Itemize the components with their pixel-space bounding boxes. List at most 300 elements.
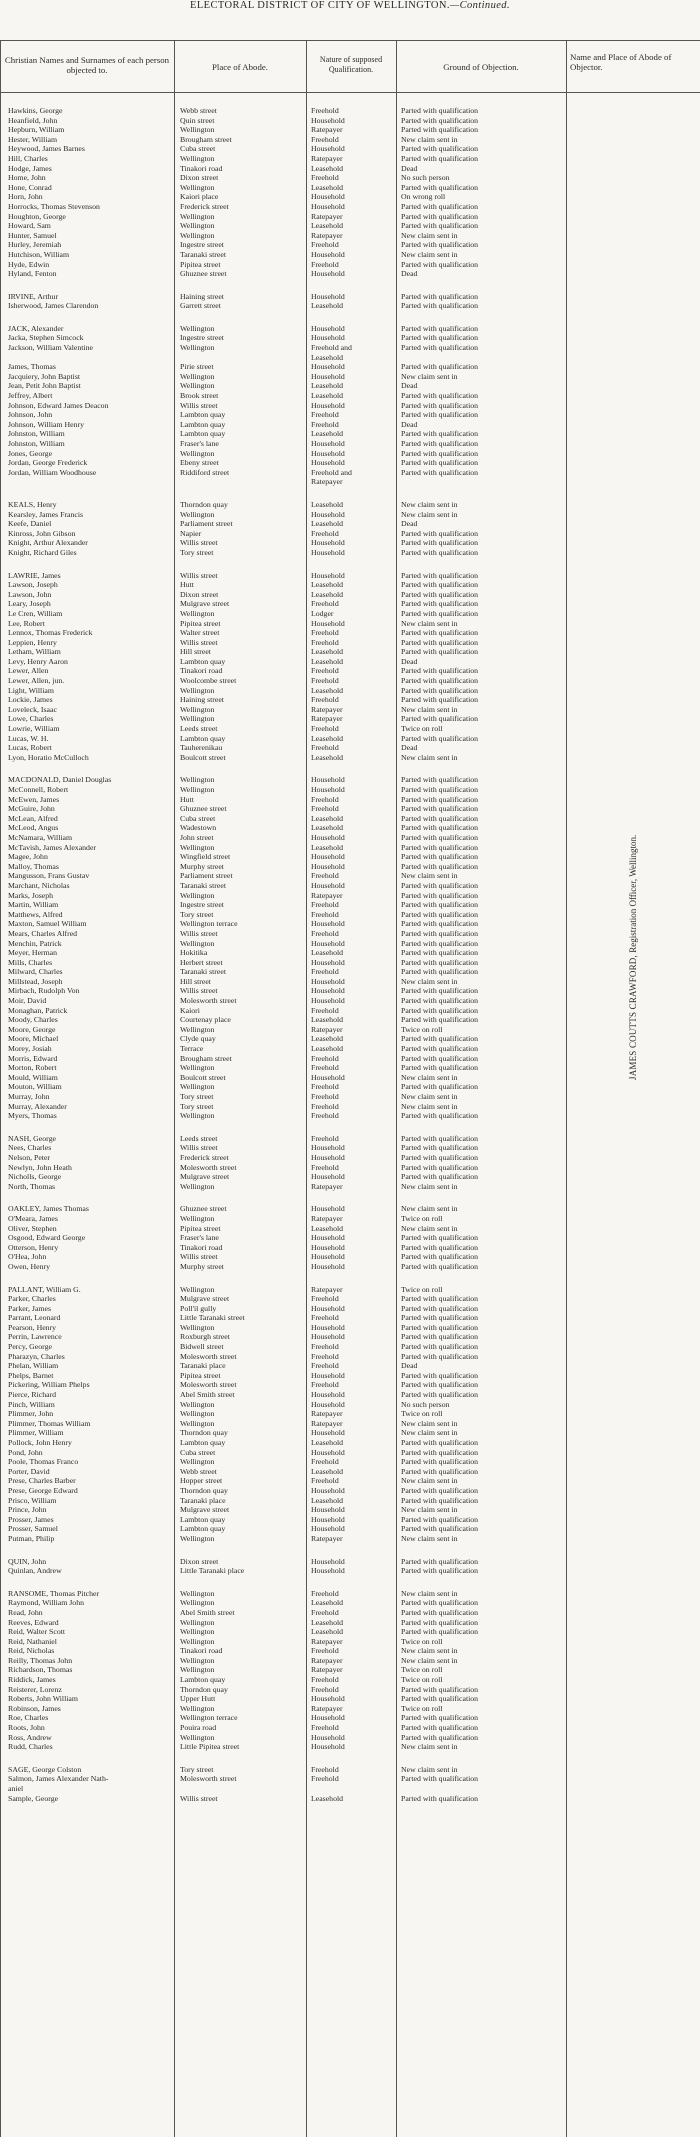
qualification: Household xyxy=(311,1556,345,1566)
ground-of-objection: Twice on roll xyxy=(401,1675,443,1685)
table-row xyxy=(0,910,700,920)
ground-of-objection: No such person xyxy=(401,1399,450,1409)
table-row xyxy=(0,891,700,901)
objected-person-name: O'Meara, James xyxy=(8,1213,58,1223)
objected-person-name: Mangusson, Frans Gustav xyxy=(8,871,90,881)
qualification: Household xyxy=(311,1072,345,1082)
objected-person-name: Prosser, Samuel xyxy=(8,1524,58,1534)
ground-of-objection: Parted with qualification xyxy=(401,589,479,599)
objected-person-name: Roe, Charles xyxy=(8,1713,49,1723)
place-of-abode: Fraser's lane xyxy=(180,1233,219,1243)
ground-of-objection: New claim sent in xyxy=(401,1655,458,1665)
objected-person-name: Parker, James xyxy=(8,1303,51,1313)
qualification: Household xyxy=(311,1204,345,1214)
qualification: Freehold xyxy=(311,1342,339,1352)
objected-person-name: Light, William xyxy=(8,685,54,695)
table-row xyxy=(0,609,700,619)
qualification: Leasehold xyxy=(311,752,344,762)
table-row xyxy=(0,1214,700,1224)
qualification: Household xyxy=(311,880,345,890)
qualification: Household xyxy=(311,1152,345,1162)
qualification: Household xyxy=(311,861,345,871)
objected-person-name: Lucas, W. H. xyxy=(8,733,49,743)
place-of-abode: Wellington xyxy=(180,842,215,852)
objected-person-name: Pond, John xyxy=(8,1447,43,1457)
qualification: Ratepayer xyxy=(311,230,343,240)
objected-person-name: North, Thomas xyxy=(8,1181,56,1191)
table-row xyxy=(0,1646,700,1656)
table-top-rule xyxy=(0,40,700,41)
qualification: Household xyxy=(311,1447,345,1457)
qualification: Household xyxy=(311,291,345,301)
qualification: Leasehold xyxy=(311,813,344,823)
ground-of-objection: Parted with qualification xyxy=(401,880,479,890)
table-row xyxy=(0,843,700,853)
table-row xyxy=(0,804,700,814)
place-of-abode: Willis street xyxy=(180,400,218,410)
place-of-abode: Wellington terrace xyxy=(180,1713,238,1723)
qualification: Freehold xyxy=(311,259,339,269)
table-row xyxy=(0,1496,700,1506)
qualification: Leasehold xyxy=(311,842,344,852)
qualification: Freehold xyxy=(311,1111,339,1121)
table-row xyxy=(0,1342,700,1352)
table-row xyxy=(0,324,700,334)
qualification: Leasehold xyxy=(311,1223,344,1233)
place-of-abode: Parliament street xyxy=(180,519,233,529)
ground-of-objection: Parted with qualification xyxy=(401,1015,479,1025)
qualification: Household xyxy=(311,1742,345,1752)
qualification: Leasehold xyxy=(311,1793,344,1803)
table-row xyxy=(0,420,700,430)
place-of-abode: Wellington xyxy=(180,1063,215,1073)
ground-of-objection: Parted with qualification xyxy=(401,1370,479,1380)
table-row xyxy=(0,590,700,600)
objected-person-name: Lawson, Joseph xyxy=(8,580,58,590)
qualification: Freehold xyxy=(311,695,339,705)
ground-of-objection: Parted with qualification xyxy=(401,439,479,448)
ground-of-objection: Twice on roll xyxy=(401,1284,443,1294)
place-of-abode: Wellington xyxy=(180,1082,215,1092)
place-of-abode: Kaiori place xyxy=(180,192,219,202)
place-of-abode: Mulgrave street xyxy=(180,1172,230,1182)
objected-person-name: Hurley, Jeremiah xyxy=(8,240,62,250)
place-of-abode: Walter street xyxy=(180,628,220,638)
registration-officer-signature xyxy=(626,760,640,1080)
ground-of-objection: Parted with qualification xyxy=(401,1082,479,1092)
ground-of-objection: New claim sent in xyxy=(401,976,458,986)
place-of-abode: Leeds street xyxy=(180,724,218,734)
ground-of-objection: Parted with qualification xyxy=(401,1556,479,1566)
ground-of-objection: Parted with qualification xyxy=(401,695,479,705)
table-row xyxy=(0,647,700,657)
qualification: Household xyxy=(311,1390,345,1400)
table-row xyxy=(0,1352,700,1362)
table-row xyxy=(0,1534,700,1544)
table-row xyxy=(0,135,700,145)
qualification: Household xyxy=(311,1566,345,1576)
ground-of-objection: Parted with qualification xyxy=(401,144,479,154)
ground-of-objection: Dead xyxy=(401,743,418,753)
table-row xyxy=(0,1665,700,1675)
objected-person-name: Moore, George xyxy=(8,1024,56,1034)
place-of-abode: Frederick street xyxy=(180,1152,229,1162)
qualification: Freehold xyxy=(311,724,339,734)
place-of-abode: Wellington xyxy=(180,1598,215,1608)
objected-person-name: Johnston, William xyxy=(8,429,65,439)
place-of-abode: Wellington xyxy=(180,1655,215,1665)
table-row xyxy=(0,500,700,510)
ground-of-objection: Parted with qualification xyxy=(401,1351,479,1361)
objected-person-name: Mills, Charles xyxy=(8,957,53,967)
objected-person-name: Knight, Arthur Alexander xyxy=(8,538,88,548)
ground-of-objection: Parted with qualification xyxy=(401,1684,479,1694)
qualification: Ratepayer xyxy=(311,1703,343,1713)
objected-person-name: Lewer, Allen xyxy=(8,666,49,676)
qualification: Freehold xyxy=(311,410,339,420)
table-row xyxy=(0,948,700,958)
ground-of-objection: New claim sent in xyxy=(401,509,458,519)
place-of-abode: Willis street xyxy=(180,570,218,580)
place-of-abode: Willis street xyxy=(180,928,218,938)
qualification: Household xyxy=(311,1505,345,1515)
qualification: Leasehold xyxy=(311,1034,344,1044)
qualification: Household xyxy=(311,192,345,202)
ground-of-objection: Parted with qualification xyxy=(401,1447,479,1457)
qualification: Freehold and xyxy=(311,343,352,353)
place-of-abode: Terrace xyxy=(180,1044,204,1054)
place-of-abode: Pirie street xyxy=(180,362,214,372)
objected-person-name: Percy, George xyxy=(8,1342,52,1352)
ground-of-objection: Parted with qualification xyxy=(401,580,479,590)
ground-of-objection: New claim sent in xyxy=(401,1204,458,1214)
table-row xyxy=(0,343,700,353)
ground-of-objection: Parted with qualification xyxy=(401,211,479,221)
header-ground: Ground of Objection. xyxy=(443,62,519,72)
qualification: Leasehold xyxy=(311,182,344,192)
place-of-abode: Wellington xyxy=(180,448,215,458)
objected-person-name: Prese, Charles Barber xyxy=(8,1476,76,1486)
place-of-abode: Wellington xyxy=(180,211,215,221)
objected-person-name: Horrocks, Thomas Stevenson xyxy=(8,201,100,211)
place-of-abode: Thorndon quay xyxy=(180,499,228,509)
qualification: Household xyxy=(311,115,345,125)
qualification: Ratepayer xyxy=(311,153,343,163)
place-of-abode: Wellington xyxy=(180,182,215,192)
objected-person-name: Lucas, Robert xyxy=(8,743,52,753)
objected-person-name: Phelps, Barnet xyxy=(8,1370,54,1380)
qualification: Freehold xyxy=(311,804,339,814)
place-of-abode: Willis street xyxy=(180,1793,218,1803)
qualification: Leasehold xyxy=(311,1598,344,1608)
qualification: Freehold xyxy=(311,1764,339,1774)
ground-of-objection: Parted with qualification xyxy=(401,733,479,743)
ground-of-objection: Parted with qualification xyxy=(401,1457,479,1467)
place-of-abode: Thorndon quay xyxy=(180,1485,228,1495)
place-of-abode: Molesworth street xyxy=(180,1351,237,1361)
qualification: Freehold xyxy=(311,1005,339,1015)
place-of-abode: Lambton quay xyxy=(180,1514,226,1524)
table-row xyxy=(0,571,700,581)
objected-person-name: Jeffrey, Albert xyxy=(8,391,53,401)
place-of-abode: Tory street xyxy=(180,1764,214,1774)
objected-person-name: McConnell, Robert xyxy=(8,785,69,794)
place-of-abode: Tinakori road xyxy=(180,666,223,676)
objected-person-name: McEwen, James xyxy=(8,794,60,804)
table-row xyxy=(0,753,700,763)
table-row xyxy=(0,1252,700,1262)
place-of-abode: Wellington xyxy=(180,1399,215,1409)
table-row xyxy=(0,1627,700,1637)
qualification: Household xyxy=(311,1242,345,1252)
qualification: Freehold xyxy=(311,173,339,183)
objected-person-name: LAWRIE, James xyxy=(8,570,61,580)
ground-of-objection: Parted with qualification xyxy=(401,608,479,618)
qualification: Freehold xyxy=(311,1457,339,1467)
table-row xyxy=(0,353,700,363)
table-row xyxy=(0,1294,700,1304)
place-of-abode: Hokitika xyxy=(180,948,208,958)
qualification: Freehold xyxy=(311,106,339,115)
table-row xyxy=(0,1774,700,1784)
ground-of-objection: Parted with qualification xyxy=(401,400,479,410)
objected-person-name: McLeod, Angus xyxy=(8,823,59,833)
place-of-abode: Clyde quay xyxy=(180,1034,216,1044)
place-of-abode: Napier xyxy=(180,528,202,538)
objected-person-name: Marks, Joseph xyxy=(8,890,54,900)
table-row xyxy=(0,1400,700,1410)
qualification: Household xyxy=(311,996,345,1006)
table-row xyxy=(0,862,700,872)
ground-of-objection: Parted with qualification xyxy=(401,832,479,842)
ground-of-objection: Parted with qualification xyxy=(401,458,479,468)
table-row xyxy=(0,429,700,439)
objected-person-name: Murray, John xyxy=(8,1092,50,1101)
ground-of-objection: New claim sent in xyxy=(401,1742,458,1752)
ground-of-objection: Parted with qualification xyxy=(401,1294,479,1304)
letter-group-gap xyxy=(0,1752,700,1765)
table-row xyxy=(0,743,700,753)
qualification: Household xyxy=(311,1322,345,1332)
qualification: Freehold xyxy=(311,928,339,938)
place-of-abode: Courtenay place xyxy=(180,1015,231,1025)
table-row xyxy=(0,154,700,164)
qualification: Household xyxy=(311,1332,345,1342)
place-of-abode: Lambton quay xyxy=(180,429,226,439)
ground-of-objection: New claim sent in xyxy=(401,1092,458,1101)
place-of-abode: Taranaki street xyxy=(180,967,226,977)
ground-of-objection: Parted with qualification xyxy=(401,813,479,823)
qualification: Leasehold xyxy=(311,589,344,599)
ground-of-objection: Parted with qualification xyxy=(401,1723,479,1733)
place-of-abode: Tauherenikau xyxy=(180,743,223,753)
table-row xyxy=(0,1102,700,1112)
qualification: Freehold xyxy=(311,1053,339,1063)
objected-person-name: Lowrie, William xyxy=(8,724,60,734)
place-of-abode: Haining street xyxy=(180,695,224,705)
place-of-abode: Wellington xyxy=(180,608,215,618)
qualification: Household xyxy=(311,775,345,785)
objected-person-name: Jacquiery, John Baptist xyxy=(8,371,81,381)
place-of-abode: Ingestre street xyxy=(180,900,224,910)
objected-person-name: Johnson, Edward James Deacon xyxy=(8,400,109,410)
table-row xyxy=(0,1784,700,1794)
table-row xyxy=(0,381,700,391)
place-of-abode: Brook street xyxy=(180,391,219,401)
qualification: Leasehold xyxy=(311,429,344,439)
qualification: Household xyxy=(311,1261,345,1271)
place-of-abode: Tory street xyxy=(180,547,214,557)
qualification: Household xyxy=(311,618,345,628)
place-of-abode: Brougham street xyxy=(180,1053,232,1063)
place-of-abode: Ebeny street xyxy=(180,458,219,468)
place-of-abode: Wellington xyxy=(180,371,215,381)
ground-of-objection: Parted with qualification xyxy=(401,570,479,580)
place-of-abode: Dixon street xyxy=(180,589,219,599)
ground-of-objection: Parted with qualification xyxy=(401,1261,479,1271)
table-row xyxy=(0,401,700,411)
ground-of-objection: Parted with qualification xyxy=(401,1053,479,1063)
table-row xyxy=(0,1063,700,1073)
table-row xyxy=(0,1163,700,1173)
table-row xyxy=(0,638,700,648)
objected-person-name: Johnson, William Henry xyxy=(8,419,84,429)
letter-group-gap xyxy=(0,1191,700,1204)
ground-of-objection: Parted with qualification xyxy=(401,391,479,401)
qualification: Household xyxy=(311,201,345,211)
place-of-abode: Little Taranaki place xyxy=(180,1566,245,1576)
objected-person-name: Jordan, William Woodhouse xyxy=(8,467,97,477)
table-row xyxy=(0,231,700,241)
table-row xyxy=(0,1505,700,1515)
table-row xyxy=(0,410,700,420)
table-row xyxy=(0,1733,700,1743)
qualification: Leasehold xyxy=(311,685,344,695)
table-row xyxy=(0,1182,700,1192)
place-of-abode: Lambton quay xyxy=(180,733,226,743)
ground-of-objection: Parted with qualification xyxy=(401,823,479,833)
qualification: Household xyxy=(311,785,345,794)
ground-of-objection: Parted with qualification xyxy=(401,1390,479,1400)
table-row xyxy=(0,1262,700,1272)
letter-group-gap xyxy=(0,487,700,500)
qualification: Household xyxy=(311,832,345,842)
qualification: Freehold xyxy=(311,1063,339,1073)
objected-person-name: Ross, Andrew xyxy=(8,1732,52,1742)
objected-person-name: Howard, Sam xyxy=(8,221,51,231)
ground-of-objection: No such person xyxy=(401,173,450,183)
qualification: Leasehold xyxy=(311,381,344,391)
table-row xyxy=(0,1765,700,1775)
place-of-abode: Wellington xyxy=(180,221,215,231)
ground-of-objection: Parted with qualification xyxy=(401,1133,479,1143)
qualification: Freehold xyxy=(311,599,339,609)
table-row xyxy=(0,1006,700,1016)
place-of-abode: Wellington xyxy=(180,509,215,519)
place-of-abode: Wellington xyxy=(180,1284,215,1294)
objected-person-name: Moore, Michael xyxy=(8,1034,59,1044)
table-row xyxy=(0,362,700,372)
table-row xyxy=(0,1515,700,1525)
qualification: Household xyxy=(311,1252,345,1262)
ground-of-objection: Parted with qualification xyxy=(401,775,479,785)
ground-of-objection: Parted with qualification xyxy=(401,628,479,638)
place-of-abode: Willis street xyxy=(180,986,218,996)
qualification: Freehold xyxy=(311,1774,339,1784)
objected-person-name: OAKLEY, James Thomas xyxy=(8,1204,89,1214)
table-row xyxy=(0,1323,700,1333)
qualification: Household xyxy=(311,1303,345,1313)
table-row xyxy=(0,269,700,279)
place-of-abode: Pipitea street xyxy=(180,1223,221,1233)
place-of-abode: Tory street xyxy=(180,1092,214,1101)
ground-of-objection: Parted with qualification xyxy=(401,909,479,919)
ground-of-objection: Parted with qualification xyxy=(401,106,479,115)
place-of-abode: Molesworth street xyxy=(180,1380,237,1390)
table-row xyxy=(0,1419,700,1429)
ground-of-objection: Parted with qualification xyxy=(401,323,479,333)
qualification: Household xyxy=(311,439,345,448)
qualification: Household xyxy=(311,570,345,580)
place-of-abode: Webb street xyxy=(180,106,217,115)
place-of-abode: Poll'il gully xyxy=(180,1303,217,1313)
table-row xyxy=(0,1111,700,1121)
ground-of-objection: Parted with qualification xyxy=(401,1172,479,1182)
qualification: Ratepayer xyxy=(311,125,343,135)
ground-of-objection: Parted with qualification xyxy=(401,1793,479,1803)
objected-person-name: Leppien, Henry xyxy=(8,637,57,647)
qualification: Freehold xyxy=(311,909,339,919)
table-row xyxy=(0,1204,700,1214)
objected-person-name: Lockie, James xyxy=(8,695,53,705)
objected-person-name: Mouton, William xyxy=(8,1082,62,1092)
table-row xyxy=(0,1486,700,1496)
table-row xyxy=(0,333,700,343)
table-row xyxy=(0,1675,700,1685)
table-row xyxy=(0,1313,700,1323)
qualification: Freehold xyxy=(311,1380,339,1390)
qualification: Household xyxy=(311,1399,345,1409)
table-row xyxy=(0,477,700,487)
ground-of-objection: New claim sent in xyxy=(401,1533,458,1543)
table-row xyxy=(0,977,700,987)
place-of-abode: Willis street xyxy=(180,1252,218,1262)
objected-person-name: MACDONALD, Daniel Douglas xyxy=(8,775,112,785)
place-of-abode: Little Pipitea street xyxy=(180,1742,240,1752)
ground-of-objection: Parted with qualification xyxy=(401,1607,479,1617)
place-of-abode: Wellington xyxy=(180,125,215,135)
ground-of-objection: New claim sent in xyxy=(401,1764,458,1774)
qualification: Freehold xyxy=(311,676,339,686)
place-of-abode: Boulcott street xyxy=(180,1072,226,1082)
ground-of-objection: Dead xyxy=(401,269,418,279)
place-of-abode: Wellington xyxy=(180,1213,215,1223)
qualification: Freehold xyxy=(311,1133,339,1143)
table-row xyxy=(0,1694,700,1704)
place-of-abode: Wellington xyxy=(180,1111,215,1121)
table-row xyxy=(0,1467,700,1477)
ground-of-objection: Parted with qualification xyxy=(401,1044,479,1054)
objection-list xyxy=(0,106,700,1803)
ground-of-objection: New claim sent in xyxy=(401,1223,458,1233)
objected-person-name: McLean, Alfred xyxy=(8,813,58,823)
ground-of-objection: New claim sent in xyxy=(401,704,458,714)
ground-of-objection: Parted with qualification xyxy=(401,528,479,538)
place-of-abode: Wellington xyxy=(180,714,215,724)
header-objector: Name and Place of Abode of Objector. xyxy=(570,52,672,72)
ground-of-objection: New claim sent in xyxy=(401,1181,458,1191)
objected-person-name: Nicholls, George xyxy=(8,1172,62,1182)
